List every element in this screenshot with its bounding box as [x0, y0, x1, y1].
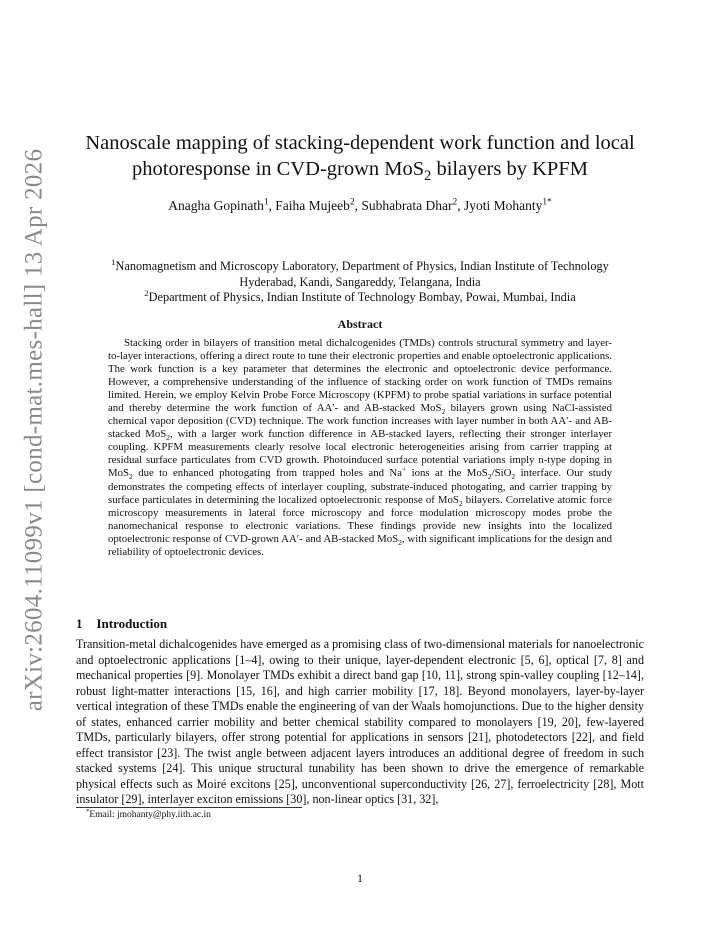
- footnote-mark: *: [86, 807, 90, 815]
- author: Jyoti Mohanty$^{1*}$: [463, 197, 552, 213]
- title-subscript: 2: [424, 168, 432, 185]
- paper-title: [60, 130, 660, 185]
- abstract-text: Stacking order in bilayers of transition metal dichalcogenides (TMDs) controls structural symmetry and layer-to-layer interactions, offering a direct route to tune their electronic properties and enable optoelectronic applications. The work function is a key parameter that determines the electronic and optoelectronic device performance. However, a comprehensive understanding of the influence of stacking order on work function of TMDs remains limited. Herein, we employ Kelvin Probe Force Microscopy (KPFM) to probe spatial variations in surface potential and thereby determine the work function of AA′- and AB-stacked MoS$_2$ bilayers grown using NaCl-assisted chemical vapor deposition (CVD) technique. The work function increases with layer number in both AA′- and AB-stacked MoS$_2$, with a larger work function difference in AB-stacked layers, reflecting their stronger interlayer coupling. KPFM measurements clearly resolve local electronic heterogeneities arising from carrier trapping at residual surface particulates from CVD growth. Photoinduced surface potential variations imply n-type doping in MoS$_2$ due to enhanced photogating from trapped holes and Na+ ions at the MoS$_2$/SiO$_2$ interface. Our study demonstrates the competing effects of interlayer coupling, substrate-induced photogating, and carrier trapping by surface particulates in determining the localized optoelectronic response of MoS$_2$ bilayers. Correlative atomic force microscopy measurements in lateral force microscopy and force modulation microscopy modes probe the nanomechanical response to electronic variations. These findings provide new insights into the localized optoelectronic response of CVD-grown AA′- and AB-stacked MoS$_2$, with significant implications for the design and reliability of optoelectronic devices.: [108, 337, 613, 558]
- title-line-2-tail: bilayers by KPFM: [431, 158, 588, 180]
- affiliation-line: Department of Physics, Indian Institute of Technology Bombay, Powai, Mumbai, India: [148, 290, 576, 304]
- affiliation-mark: 2: [144, 287, 149, 298]
- affiliation-1: [60, 256, 660, 290]
- arxiv-watermark: [14, 148, 54, 712]
- section-title: Introduction: [96, 616, 168, 631]
- author: Faiha Mujeeb$^2$,: [275, 197, 362, 213]
- title-line-1: Nanoscale mapping of stacking-dependent work function and local: [85, 132, 635, 154]
- affiliation-line: Hyderabad, Kandi, Sangareddy, Telangana, India: [239, 274, 481, 289]
- title-line-2: [60, 156, 660, 185]
- author-list: [60, 197, 660, 215]
- page-number: 1: [357, 871, 363, 885]
- author: Anagha Gopinath$^1$,: [168, 197, 276, 213]
- affiliation-line: Nanomagnetism and Microscopy Laboratory, Department of Physics, Indian Institute of Technology: [115, 259, 609, 273]
- footnote-email: Email: jmohanty@phy.iith.ac.in: [89, 810, 211, 820]
- title-line-2-text: photoresponse in CVD-grown MoS: [132, 158, 425, 180]
- author: Subhabrata Dhar$^2$,: [361, 197, 464, 213]
- section-number: 1: [76, 616, 83, 631]
- introduction-text: Transition-metal dichalcogenides have emerged as a promising class of two-dimensional materials for nanoelectronic and optoelectronic applications [1–4], owing to their unique, layer-dependent electronic [5, 6], optical [7, 8] and mechanical properties [9]. Monolayer TMDs exhibit a direct band gap [10, 11], strong spin-valley coupling [12–14], robust light-matter interactions [15, 16], and high carrier mobility [17, 18]. Beyond monolayers, layer-by-layer vertical integration of these TMDs enable the engineering of van der Waals homojunctions. Due to the higher density of states, enhanced carrier mobility and better chemical stability compared to monolayers [19, 20], few-layered TMDs, particularly bilayers, offer strong potential for applications in sensors [21], photodetectors [22], and field effect transistor [23]. The twist angle between adjacent layers introduces an additional degree of freedom in such stacked systems [24]. This unique structural tunability has been shown to drive the emergence of remarkable physical effects such as Moiré excitons [25], unconventional superconductivity [26, 27], ferroelectricity [28], Mott insulator [29], interlayer exciton emissions [30], non-linear optics [31, 32],: [76, 637, 644, 807]
- affiliation-2: [60, 287, 660, 306]
- footnote-rule: [76, 807, 302, 808]
- footnote: [86, 807, 211, 820]
- arxiv-id: arXiv:2604.11099v1 [cond-mat.mes-hall] 13 Apr 2026: [20, 148, 47, 712]
- affiliation-mark: 1: [111, 256, 116, 267]
- abstract-heading: Abstract: [337, 317, 383, 331]
- section-heading: [76, 616, 167, 632]
